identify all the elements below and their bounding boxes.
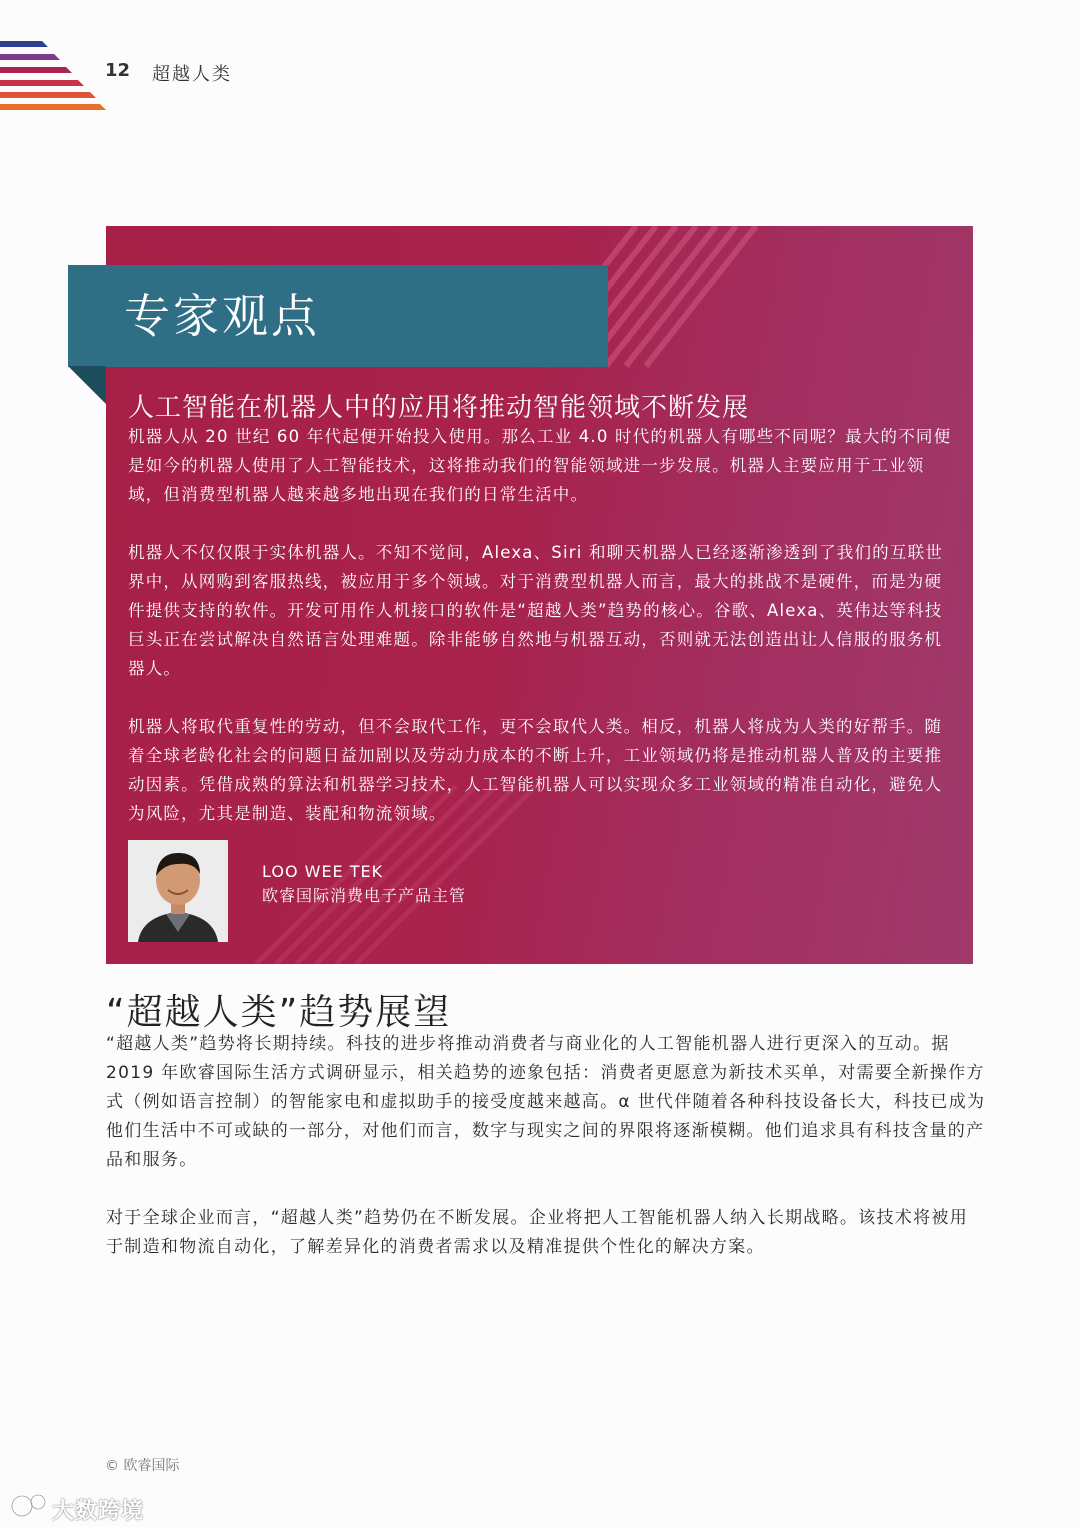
expert-paragraph-1: 机器人从 20 世纪 60 年代起便开始投入使用。那么工业 4.0 时代的机器人有哪些不同呢？最大的不同便是如今的机器人使用了人工智能技术，这将推动我们的智能领域进一步发展。机器人主要应用于工业领域，但消费型机器人越来越多地出现在我们的日常生活中。 [128, 427, 952, 504]
page-header-title: 超越人类 [152, 64, 232, 85]
expert-paragraph-3: 机器人将取代重复性的劳动，但不会取代工作，更不会取代人类。相反，机器人将成为人类的好帮手。随着全球老龄化社会的问题日益加剧以及劳动力成本的不断上升，工业领域仍将是推动机器人普及的主要推动因素。凭借成熟的算法和机器学习技术，人工智能机器人可以实现众多工业领域的精准自动化，避免人为风险，尤其是制造、装配和物流领域。 [128, 717, 943, 823]
banner-fold [68, 366, 108, 406]
author-title: 欧睿国际消费电子产品主管 [262, 886, 467, 905]
expert-paragraph-2: 机器人不仅仅限于实体机器人。不知不觉间，Alexa、Siri 和聊天机器人已经逐渐渗透到了我们的互联世界中，从网购到客服热线，被应用于多个领域。对于消费型机器人而言，最大的挑战不是硬件，而是为硬件提供支持的软件。开发可用作人机接口的软件是“超越人类”趋势的核心。谷歌、Alexa、英伟达等科技巨头正在尝试解决自然语言处理难题。除非能够自然地与机器互动，否则就无法创造出让人信服的服务机器人。 [128, 543, 943, 678]
banner-title: 专家观点 [124, 289, 320, 343]
outlook-paragraph-1: “超越人类”趋势将长期持续。科技的进步将推动消费者与商业化的人工智能机器人进行更深入的互动。据 2019 年欧睿国际生活方式调研显示，相关趋势的迹象包括：消费者更愿意为新技术买单，对需要全新操作方式（例如语言控制）的智能家电和虚拟助手的接受度越来越高。α 世代伴随着各种科技设备长大，科技已成为他们生活中不可或缺的一部分，对他们而言，数字与现实之间的界限将逐渐模糊。他们追求具有科技含量的产品和服务。 [106, 1034, 986, 1170]
page-number: 12 [105, 60, 131, 81]
author-name: LOO WEE TEK [262, 862, 384, 881]
copyright-notice: © 欧睿国际 [105, 1458, 180, 1474]
expert-subtitle: 人工智能在机器人中的应用将推动智能领域不断发展 [128, 393, 750, 423]
author-photo [128, 840, 228, 942]
watermark-logo-icon [8, 1490, 52, 1522]
corner-stripes-decoration [0, 0, 110, 112]
section-heading: “超越人类”趋势展望 [106, 992, 452, 1033]
watermark-text: 大数跨境 [52, 1499, 145, 1524]
outlook-paragraph-2: 对于全球企业而言，“超越人类”趋势仍在不断发展。企业将把人工智能机器人纳入长期战略。该技术将被用于制造和物流自动化，了解差异化的消费者需求以及精准提供个性化的解决方案。 [106, 1208, 969, 1257]
